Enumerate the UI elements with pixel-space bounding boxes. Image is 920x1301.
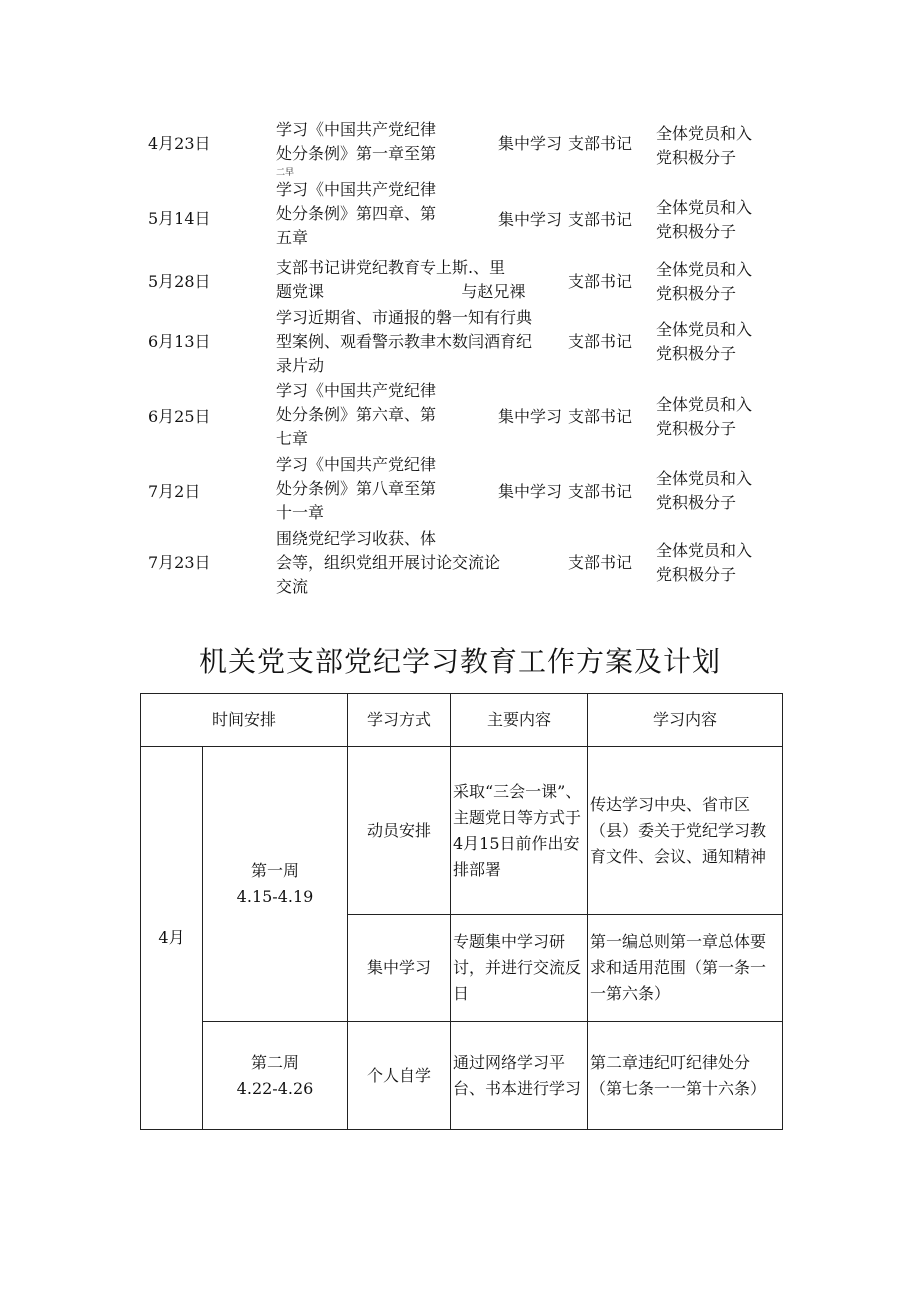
schedule-topic: 二早 学习《中国共产党纪律 处分条例》第四章、第 五章 [276,168,437,247]
schedule-person: 支部书记 [568,272,633,291]
header-method: 学习方式 [348,694,451,747]
plan-title: 机关党支部党纪学习教育工作方案及计划 [198,645,721,678]
row-content: 第一编总则第一章总体要求和适用范围（第一条一一第六条） [588,915,783,1022]
schedule-date: 7月23日 [148,553,211,572]
schedule-audience: 全体党员和入 党积极分子 [656,198,753,241]
schedule-person: 支部书记 [568,332,633,351]
schedule-topic: 学习《中国共产党纪律 处分条例》第六章、第 七章 [276,381,437,448]
schedule-audience: 全体党员和入 党积极分子 [656,320,753,363]
schedule-date: 7月2日 [148,482,201,501]
schedule-date: 4月23日 [148,134,211,153]
header-main: 主要内容 [451,694,588,747]
schedule-topic: 支部书记讲党纪教育专上斯.、里 题党课 与赵兄裸 [276,258,526,301]
schedule-date: 6月13日 [148,332,211,351]
schedule-method: 集中学习 [498,134,563,153]
schedule-audience: 全体党员和入 党积极分子 [656,541,753,584]
plan-table [140,693,783,1130]
table-row [141,747,783,915]
schedule-person: 支部书记 [568,482,633,501]
table-row [141,1022,783,1130]
week1-label: 第一周 [250,861,299,880]
schedule-audience: 全体党员和入 党积极分子 [656,124,753,167]
row-content: 传达学习中央、省市区（县）委关于党纪学习教育文件、会议、通知精神 [588,747,783,915]
row-main: 通过网络学习平台、书本进行学习 [451,1022,588,1130]
header-time: 时间安排 [141,694,348,747]
schedule-method: 集中学习 [498,482,563,501]
row-main: 采取“三会一课”、主题党日等方式于4月15日前作出安排部署 [451,747,588,915]
row-content: 第二章违纪叮纪律处分（第七条一一第十六条） [588,1022,783,1130]
schedule-person: 支部书记 [568,134,633,153]
schedule-topic: 学习《中国共产党纪律 处分条例》第八章至第 十一章 [276,455,437,522]
week2-label: 第二周 [250,1052,299,1072]
week1-range: 4.15-4.19 [236,887,314,906]
header-content: 学习内容 [588,694,783,747]
schedule-date: 5月14日 [148,209,211,228]
schedule-topic: 学习近期省、市通报的磐一知有行典 型案例、观看警示教聿木数闫酒育纪 录片动 [276,308,533,375]
schedule-person: 支部书记 [568,210,633,229]
row-method: 个人自学 [348,1022,451,1130]
schedule-audience: 全体党员和入 党积极分子 [656,469,753,512]
table-header-row [141,694,783,747]
month-cell: 4月 [141,747,203,1130]
schedule-method: 集中学习 [498,210,563,229]
schedule-topic: 围绕党纪学习收获、体 会等，组织党组开展讨论交流论 交流 [276,529,501,596]
row-method: 动员安排 [348,747,451,915]
row-method: 集中学习 [348,915,451,1022]
schedule-date: 5月28日 [148,272,211,291]
schedule-date: 6月25日 [148,407,211,426]
schedule-method: 集中学习 [498,407,563,426]
schedule-topic: 学习《中国共产党纪律 处分条例》第一章至第 [276,120,437,163]
schedule-audience: 全体党员和入 党积极分子 [656,395,753,438]
row-main: 专题集中学习研讨，并进行交流反日 [451,915,588,1022]
week2-range: 4.22-4.26 [236,1078,314,1098]
schedule-audience: 全体党员和入 党积极分子 [656,260,753,303]
week1-cell [203,747,348,1022]
schedule-person: 支部书记 [568,553,633,572]
week2-cell [203,1022,348,1130]
schedule-person: 支部书记 [568,407,633,426]
